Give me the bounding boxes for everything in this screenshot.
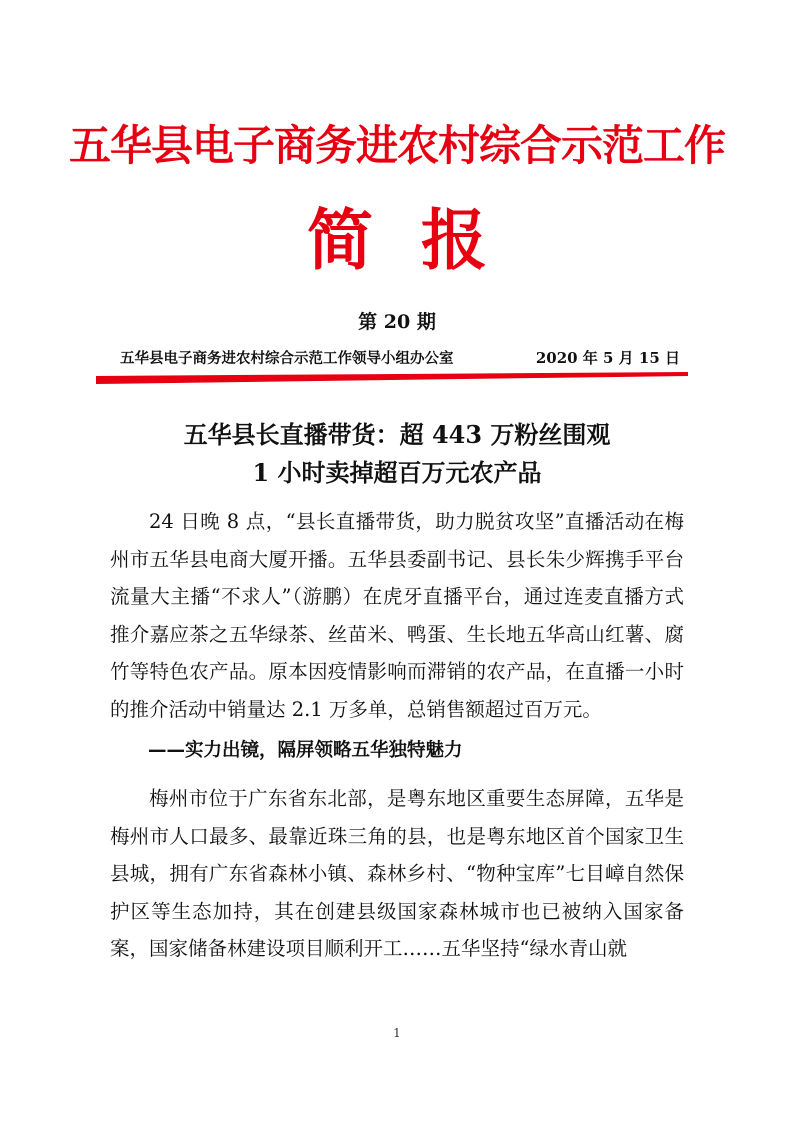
bulletin-title: 简报	[307, 201, 535, 279]
red-divider-rule	[96, 371, 688, 385]
article-subheading: ——实力出镜，隔屏领略五华独特魅力	[148, 740, 463, 761]
article-paragraph-2: 梅州市位于广东省东北部，是粤东地区重要生态屏障，五华是梅州市人口最多、最靠近珠三角的县，也是粤东地区首个国家卫生县城，拥有广东省森林小镇、森林乡村、“物种宝库”七目嶂自然保护区等生态加持，其在创建县级国家森林城市也已被纳入国家备案，国家储备林建设项目顺利开工……五华坚持“绿水青山就	[110, 787, 684, 960]
issuing-office: 五华县电子商务进农村综合示范工作领导小组办公室	[120, 351, 454, 367]
article-title-line1: 五华县长直播带货：超 443 万粉丝围观	[183, 420, 611, 449]
issue-date: 2020 年 5 月 15 日	[535, 349, 680, 367]
article-title-line2: 1 小时卖掉超百万元农产品	[252, 458, 542, 487]
page-number: 1	[393, 1026, 401, 1040]
issue-number: 第 20 期	[358, 311, 436, 333]
org-title: 五华县电子商务进农村综合示范工作	[68, 121, 725, 170]
issuer-line	[120, 347, 680, 368]
article-paragraph-1: 24 日晚 8 点，“县长直播带货，助力脱贫攻坚”直播活动在梅州市五华县电商大厦开播。五华县委副书记、县长朱少辉携手平台流量大主播“不求人”（游鹏）在虎牙直播平台，通过连麦直播方式推介嘉应茶之五华绿茶、丝苗米、鸭蛋、生长地五华高山红薯、腐竹等特色农产品。原本因疫情影响而滞销的农产品，在直播一小时的推介活动中销量达 2.1 万多单，总销售额超过百万元。	[110, 510, 684, 721]
